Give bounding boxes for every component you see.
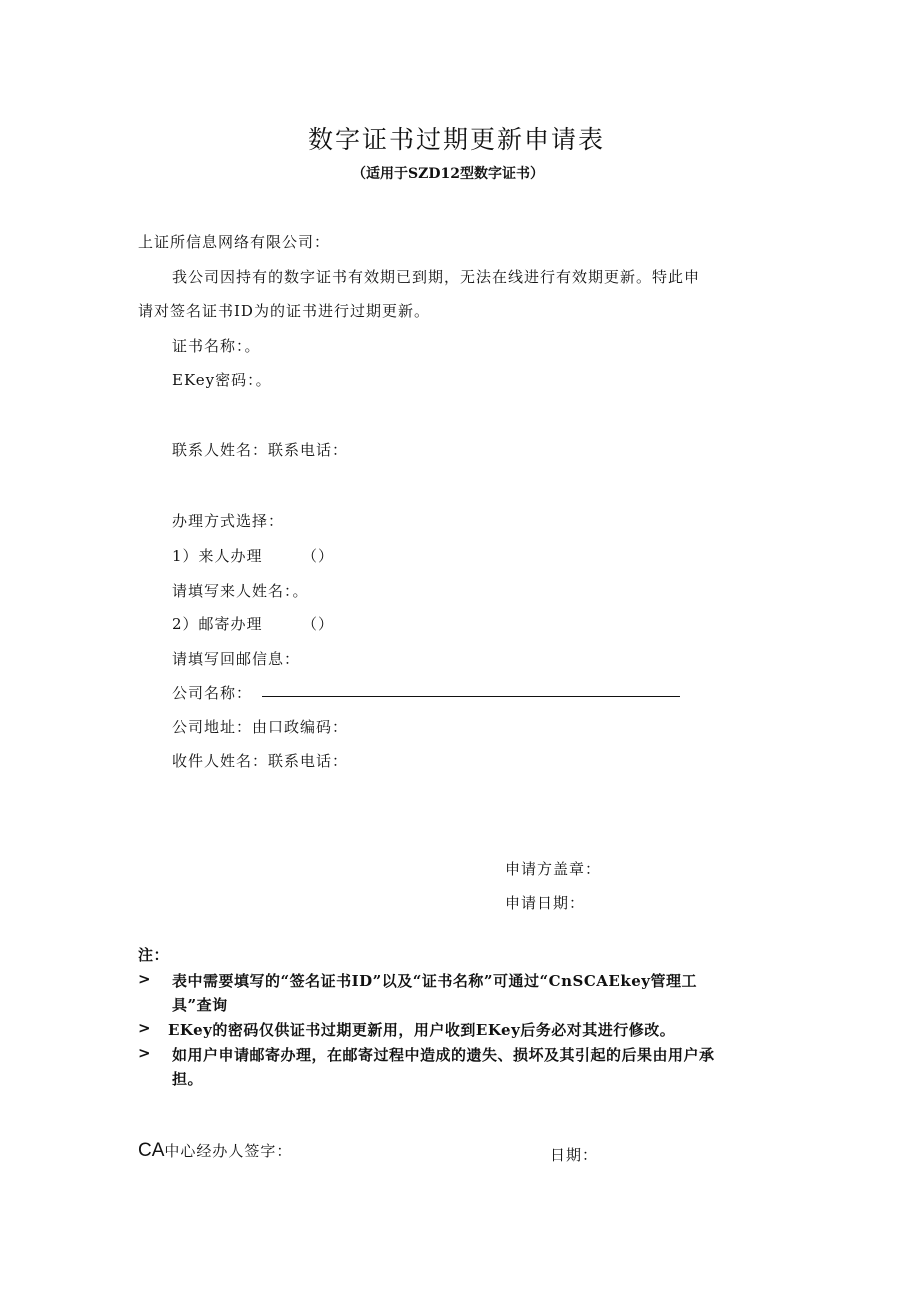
page-subtitle: （适用于SZD12型数字证书） [352, 166, 544, 182]
handling-method-label: 办理方式选择： [172, 512, 285, 530]
footer-date-label: 日期： [550, 1146, 599, 1164]
chevron-right-icon: > [138, 1044, 151, 1062]
option-mail-label: 2）邮寄办理 [172, 615, 263, 633]
page-title: 数字证书过期更新申请表 [308, 125, 606, 154]
option-visit-label: 1）来人办理 [172, 547, 263, 565]
company-address-field[interactable]: 公司地址：由口政编码： [172, 718, 349, 736]
ca-prefix: CA [138, 1140, 165, 1161]
note-1-line-2: 具”查询 [172, 996, 228, 1014]
note-3-line-1: 如用户申请邮寄办理，在邮寄过程中造成的遗失、损坏及其引起的后果由用户承 [172, 1046, 715, 1064]
receiver-field[interactable]: 收件人姓名：联系电话： [172, 752, 349, 770]
ca-signature-row [138, 1140, 292, 1162]
ca-signature-label: 中心经办人签字： [164, 1142, 293, 1160]
cert-name-field[interactable]: 证书名称：。 [172, 337, 261, 355]
seal-label: 申请方盖章： [505, 860, 602, 878]
mail-info-label: 请填写回邮信息： [172, 650, 301, 668]
company-name-input-line[interactable] [262, 696, 680, 697]
notes-heading: 注： [138, 946, 170, 964]
ekey-password-field[interactable]: EKey密码：。 [172, 371, 272, 389]
option-visit-checkbox[interactable]: （） [302, 547, 335, 565]
note-3-line-2: 担。 [172, 1070, 204, 1088]
contact-field[interactable]: 联系人姓名：联系电话： [172, 441, 349, 459]
paragraph-line-1: 我公司因持有的数字证书有效期已到期，无法在线进行有效期更新。特此申 [172, 268, 701, 286]
chevron-right-icon: > [138, 1019, 151, 1037]
visitor-name-field[interactable]: 请填写来人姓名：。 [172, 582, 309, 600]
note-1-line-1: 表中需要填写的“签名证书ID”以及“证书名称”可通过“CnSCAEkey管理工 [172, 972, 698, 990]
company-name-label: 公司名称： [172, 684, 253, 702]
chevron-right-icon: > [138, 970, 151, 988]
note-2-line-1: EKey的密码仅供证书过期更新用，用户收到EKey后务必对其进行修改。 [168, 1021, 676, 1039]
apply-date-label: 申请日期： [505, 894, 586, 912]
addressee: 上证所信息网络有限公司： [138, 233, 331, 251]
paragraph-line-2: 请对签名证书ID为的证书进行过期更新。 [138, 302, 430, 320]
option-mail-checkbox[interactable]: （） [302, 615, 335, 633]
